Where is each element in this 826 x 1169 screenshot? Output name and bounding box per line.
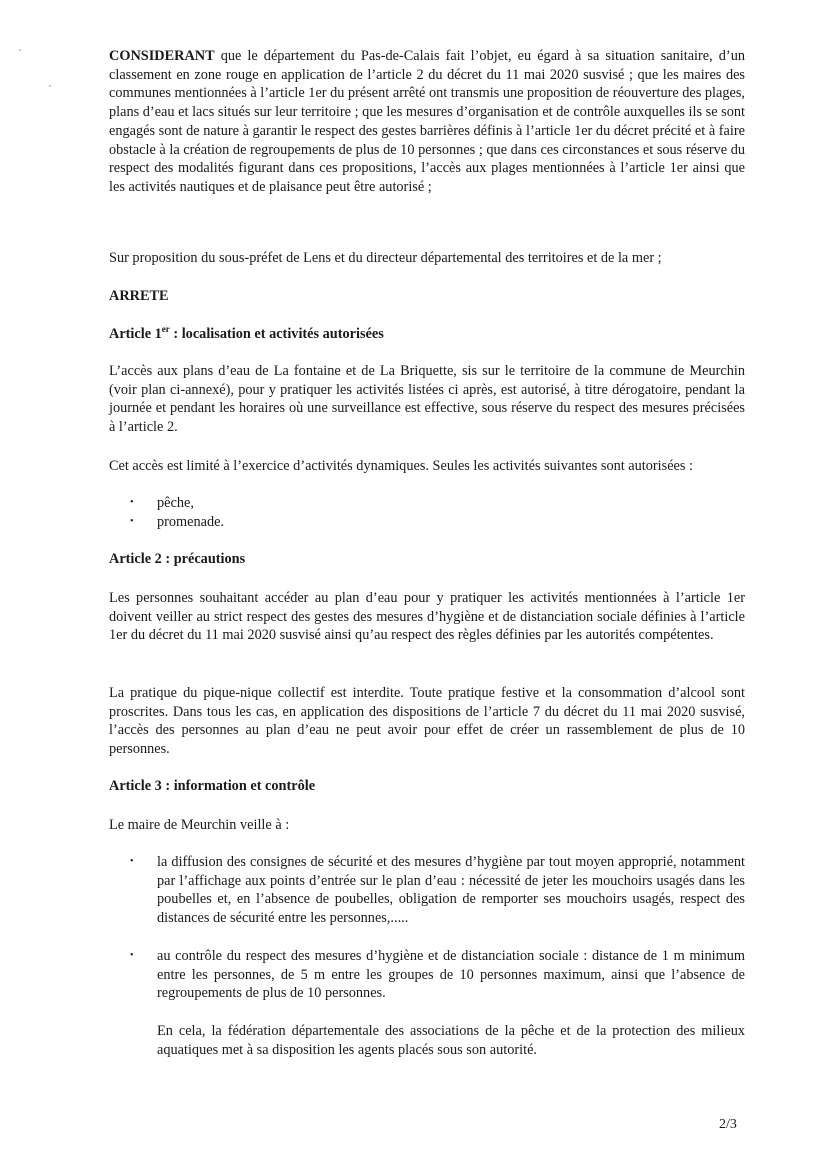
arrete-heading: ARRETE <box>109 288 169 304</box>
list-item: • au contrôle du respect des mesures d’hygiène et de distanciation sociale : distance de 1 m minimum entre les personnes, de 5 m entre les groupes de 10 personnes maximum, ainsi que l’absence de regroupements de plus de 10 personnes. <box>109 947 745 1003</box>
list-item: • la diffusion des consignes de sécurité et des mesures d’hygiène par tout moyen approprié, notamment par l’affichage aux points d’entrée sur le plan d’eau : nécessité de jeter les mouchoirs usagés dans les poubelles et, en l’absence de poubelles, obligation de remporter ses mouchoirs usagés, respect des distances de sécurité entre les personnes,..... <box>109 853 745 928</box>
list-item: • pêche, <box>109 494 745 513</box>
article2-heading: Article 2 : précautions <box>109 551 246 567</box>
considerant-lead: CONSIDERANT <box>109 48 215 64</box>
list-item: • promenade. <box>109 513 745 532</box>
scan-artifact <box>19 49 21 51</box>
article3-bullet-1 <box>109 853 745 928</box>
scan-artifact <box>49 85 51 87</box>
proposition-paragraph: Sur proposition du sous-préfet de Lens et du directeur départemental des territoires et de la mer ; <box>109 250 662 266</box>
article1-heading-prefix: Article 1 <box>109 326 162 342</box>
article1-paragraph-2: Cet accès est limité à l’exercice d’activités dynamiques. Seules les activités suivantes sont autorisées : <box>109 458 694 474</box>
article3-bullet-2 <box>109 947 745 1003</box>
article3-heading: Article 3 : information et contrôle <box>109 778 316 794</box>
article1-heading <box>109 326 384 343</box>
article3-indent-paragraph: En cela, la fédération départementale des associations de la pêche et de la protection des milieux aquatiques met à sa disposition les agents placés sous son autorité. <box>157 1023 745 1058</box>
article1-heading-suffix: : localisation et activités autorisées <box>169 326 384 342</box>
page-number: 2/3 <box>719 1117 737 1132</box>
considerant-paragraph <box>109 47 745 197</box>
article3-intro: Le maire de Meurchin veille à : <box>109 817 290 833</box>
article2-paragraph-2: La pratique du pique-nique collectif est interdite. Toute pratique festive et la consommation d’alcool sont proscrites. Dans tous les cas, en application des dispositions de l’article 7 du décret du 11 mai 2020 susvisé, l’accès des personnes au plan d’eau ne peut avoir pour effet de créer un rassemblement de plus de 10 personnes. <box>109 685 745 758</box>
article1-paragraph-1: L’accès aux plans d’eau de La fontaine et de La Briquette, sis sur le territoire de la commune de Meurchin (voir plan ci-annexé), pour y pratiquer les activités listées ci après, est autorisé, à titre dérogatoire, pendant la journée et pendant les horaires où une surveillance est effective, sous réserve du respect des mesures précisées à l’article 2. <box>109 363 745 436</box>
article1-heading-sup: er <box>161 324 170 335</box>
article2-paragraph-1: Les personnes souhaitant accéder au plan d’eau pour y pratiquer les activités mentionnées à l’article 1er doivent veiller au strict respect des gestes des mesures d’hygiène et de distanciation sociale définies à l’article 1er du décret du 11 mai 2020 susvisé ainsi qu’au respect des règles définies par les autorités compétentes. <box>109 590 745 644</box>
article1-activity-list <box>109 494 745 531</box>
considerant-text: que le département du Pas-de-Calais fait l’objet, eu égard à sa situation sanitaire, d’un classement en zone rouge en application de l’article 2 du décret du 11 mai 2020 susvisé ; que les maires des communes mentionnées à l’article 1er du présent arrêté ont transmis une proposition de réouverture des plages, plans d’eau et lacs situés sur leur territoire ; que les mesures d’organisation et de contrôle auxquelles ils se sont engagés sont de nature à garantir le respect des gestes barrières définis à l’article 1er du décret précité et à faire obstacle à la création de regroupements de plus de 10 personnes ; que dans ces circonstances et sous réserve du respect des modalités figurant dans ces propositions, l’accès aux plages mentionnées à l’article 1er ainsi que les activités nautiques et de plaisance peut être autorisé ; <box>109 48 746 195</box>
